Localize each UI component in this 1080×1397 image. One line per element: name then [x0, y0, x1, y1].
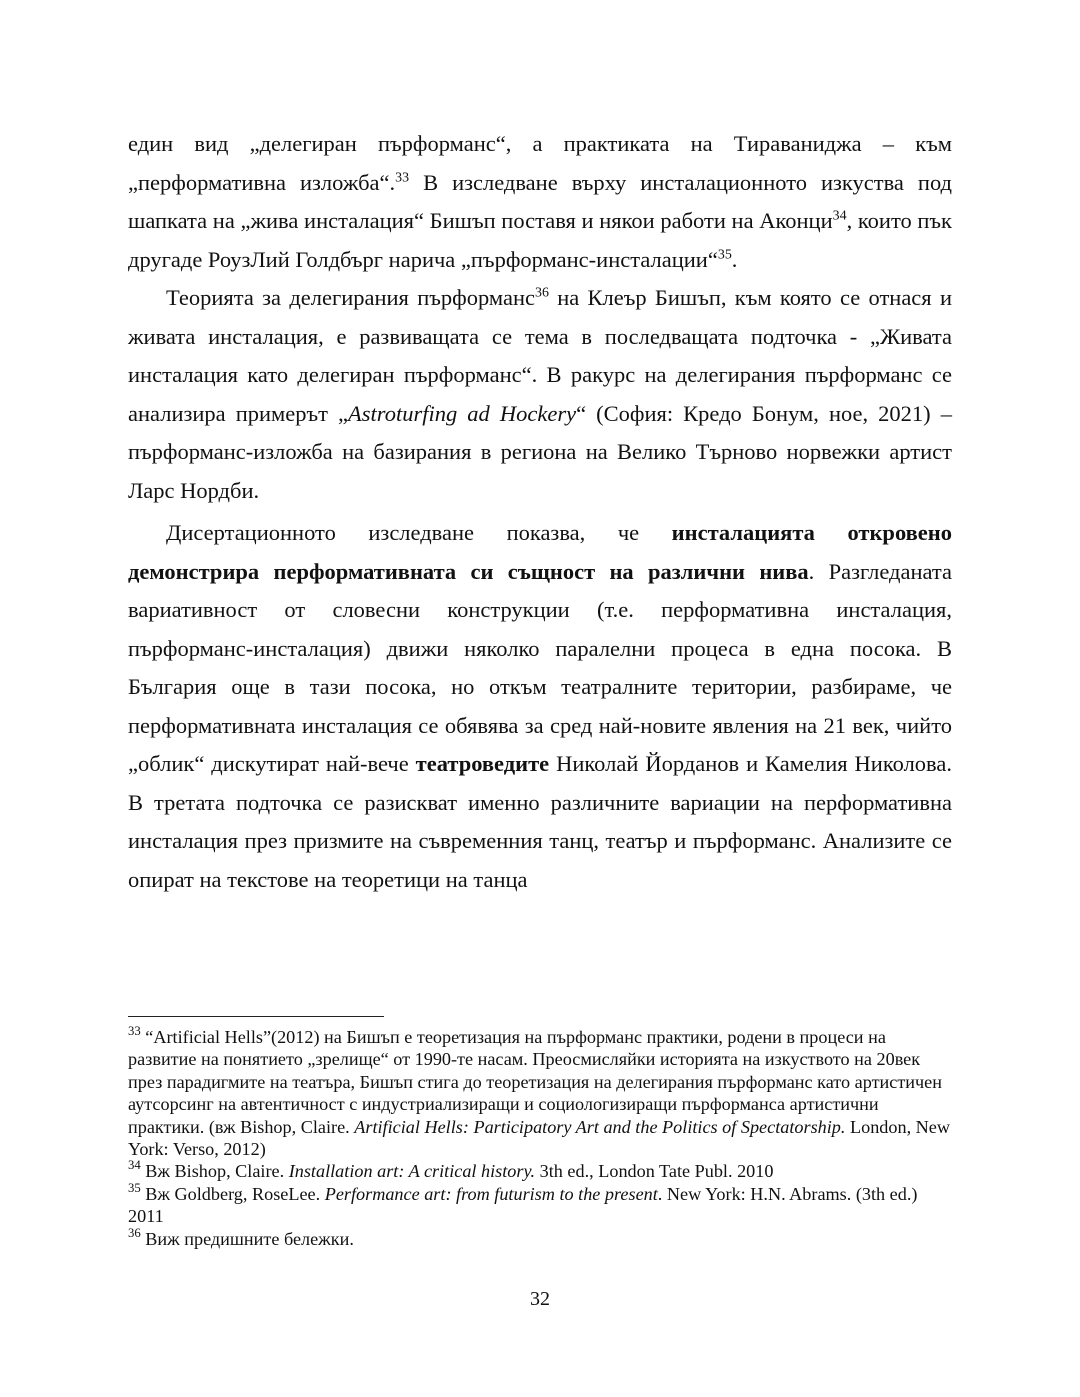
- footnote-separator: [128, 1016, 384, 1017]
- footnote-36: $^{36}$ Виж предишните бележки.: [128, 1225, 354, 1249]
- bold-emphasis-2: театроведите: [415, 751, 550, 776]
- bold-emphasis-1: инсталацията откровено демонстрира перформативната си същност на различни нива: [128, 520, 952, 584]
- paragraph-1: един вид „делегиран пърформанс“, а практиката на Тираваниджа – към „перформативна изложба“.$^{33}$ В изследване върху инсталационното изкуства под шапката на „жива инсталация“ Бишъп поставя и някои работи на Аконци$^{34}$, които пък другаде РоузЛий Голдбърг нарича „пърформанс-инсталации“$^{35}$.: [128, 131, 952, 272]
- page-number: 32: [530, 1288, 550, 1310]
- artwork-title: Astroturfing ad Hockery: [348, 400, 577, 426]
- body-text: [128, 125, 952, 899]
- footnotes: [128, 1026, 952, 1250]
- paragraph-2: Теорията за делегирания пърформанс$^{36}$ на Клеър Бишъп, към която се отнася и живата инсталация, е развиващата се тема в последващата подточка - „Живата инсталация като делегиран пърформанс“. В ракурс на делегирания пърформанс се анализира примерът „Astroturfing ad Hockery“ (София: Кредо Бонум, ное, 2021) – пърформанс-изложба на базирания в региона на Велико Търново норвежки артист Ларс Нордби.: [128, 285, 952, 503]
- paragraph-3: Дисертационното изследване показва, че инсталацията откровено демонстрира перформативната си същност на различни нива. Разгледаната вариативност от словесни конструкции (т.е. перформативна инсталация, пърформанс-инсталация) движи няколко паралелни процеса в една посока. В България още в тази посока, но откъм театралните територии, разбираме, че перформативната инсталация се обявява за сред най-новите явления на 21 век, чийто „облик“ дискутират най-вече театроведите Николай Йорданов и Камелия Николова. В третата подточка се разискват именно различните вариации на перформативна инсталация през призмите на съвременния танц, театър и пърформанс. Анализите се опират на текстове на теоретици на танца: [128, 520, 952, 892]
- footnote-33: $^{33}$ “Artificial Hells”(2012) на Бишъп е теоретизация на пърформанс практики, родени в процеси на развитие на понятието „зрелище“ от 1990-те насам. Преосмисляйки историята на изкуството на 20век през парадигмите на театъра, Бишъп стига до теоретизация на делегирания пърформанс като артистичен аутсорсинг на автентичност с индустриализиращи и социологизиращи пърформанса артистични практики. (вж Bishop, Claire. Artificial Hells: Participatory Art and the Politics of Spectatorship. London, New York: Verso, 2012): [128, 1024, 950, 1160]
- footnote-35: $^{35}$ Вж Goldberg, RoseLee. Performance art: from futurism to the present. New York: H.N. Abrams. (3th ed.) 2011: [128, 1180, 918, 1227]
- footnote-ref-36[interactable]: 36: [534, 285, 549, 301]
- footnote-ref-34[interactable]: 34: [832, 208, 847, 224]
- footnote-ref-35[interactable]: 35: [717, 246, 732, 262]
- footnote-34: $^{34}$ Вж Bishop, Claire. Installation art: A critical history. 3th ed., London Tate Publ. 2010: [128, 1158, 774, 1182]
- footnote-ref-33[interactable]: 33: [395, 169, 410, 185]
